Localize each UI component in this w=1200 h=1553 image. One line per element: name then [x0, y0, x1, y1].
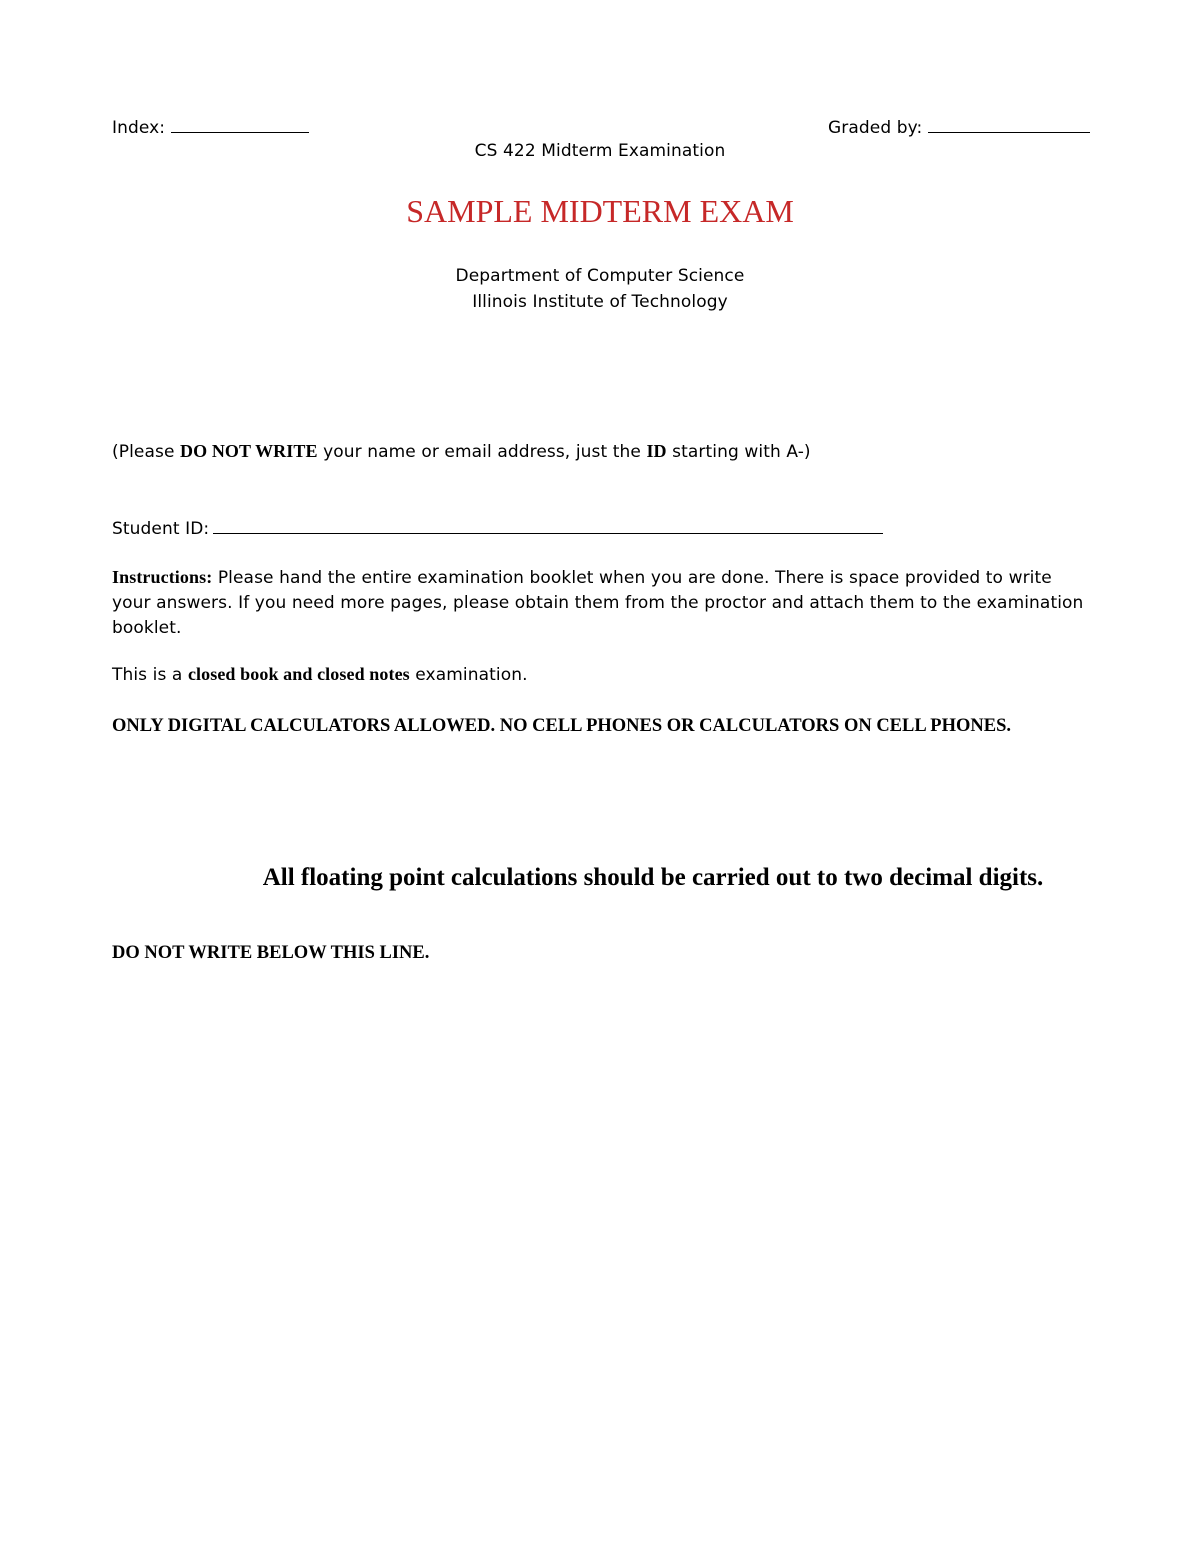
note-open: (Please	[112, 442, 181, 462]
instructions-paragraph	[112, 565, 1092, 641]
floating-point-notice: All floating point calculations should be carried out to two decimal digits.	[262, 864, 1044, 891]
note-middle: your name or email address, just the	[317, 442, 647, 462]
id-instruction-note	[112, 441, 811, 462]
exam-title: SAMPLE MIDTERM EXAM	[406, 193, 794, 229]
calculators-notice: ONLY DIGITAL CALCULATORS ALLOWED. NO CELL PHONES OR CALCULATORS ON CELL PHONES.	[112, 716, 1011, 736]
graded-by-blank-line[interactable]	[928, 114, 1090, 133]
closed-prefix: This is a	[112, 665, 188, 685]
note-id: ID	[646, 441, 667, 461]
closed-suffix: examination.	[409, 665, 528, 685]
graded-by-field	[828, 114, 1090, 138]
course-line: CS 422 Midterm Examination	[474, 141, 726, 161]
do-not-write-below-notice: DO NOT WRITE BELOW THIS LINE.	[112, 943, 430, 963]
index-field	[112, 114, 309, 138]
index-blank-line[interactable]	[171, 114, 309, 133]
graded-by-label: Graded by:	[828, 118, 923, 138]
student-id-blank-line[interactable]	[213, 515, 883, 534]
instructions-text: Please hand the entire examination booklet when you are done. There is space provided to write your answers. If you need more pages, please obtain them from the proctor and attach them to the examination booklet.	[112, 568, 1084, 638]
institution-name: Illinois Institute of Technology	[472, 292, 728, 312]
student-id-label: Student ID:	[112, 519, 210, 539]
note-do-not-write: DO NOT WRITE	[180, 441, 318, 461]
note-end: starting with A-)	[666, 442, 811, 462]
index-label: Index:	[112, 118, 166, 138]
instructions-label: Instructions:	[112, 567, 213, 587]
department-name: Department of Computer Science	[455, 266, 745, 286]
closed-book-notice	[112, 664, 528, 685]
student-id-field	[112, 515, 883, 539]
closed-bold: closed book and closed notes	[187, 664, 410, 684]
